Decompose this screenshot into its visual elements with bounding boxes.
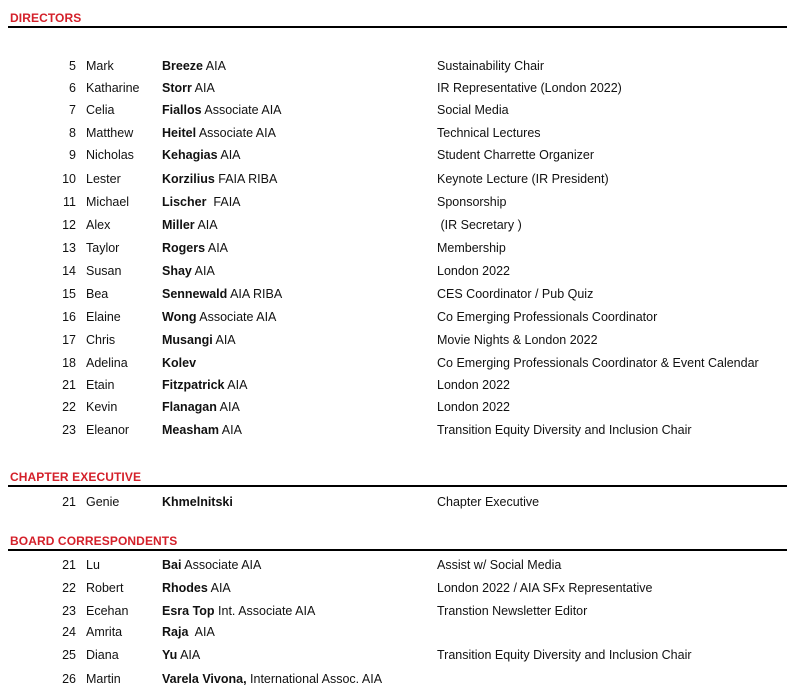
role: Chapter Executive [437, 495, 540, 509]
credentials: International Assoc. AIA [246, 672, 383, 686]
surname-and-credentials [162, 423, 242, 437]
row-number: 17 [62, 333, 76, 347]
table-row [0, 59, 787, 79]
first-name: Chris [86, 333, 116, 347]
table-row [0, 195, 787, 215]
row-number: 25 [62, 648, 76, 662]
surname: Measham [162, 423, 219, 437]
row-number: 7 [69, 103, 76, 117]
role: Co Emerging Professionals Coordinator & Event Calendar [437, 356, 759, 370]
row-number: 16 [62, 310, 76, 324]
role: Keynote Lecture (IR President) [437, 172, 609, 186]
row-number: 14 [62, 264, 76, 278]
surname-and-credentials [162, 495, 233, 509]
table-row [0, 625, 787, 645]
table-row [0, 423, 787, 443]
role: Co Emerging Professionals Coordinator [437, 310, 658, 324]
row-number: 11 [63, 195, 76, 209]
row-number: 21 [62, 495, 76, 509]
credentials: AIA [191, 264, 215, 278]
first-name: Amrita [86, 625, 123, 639]
surname: Musangi [162, 333, 213, 347]
first-name: Robert [86, 581, 124, 595]
surname-and-credentials [162, 103, 282, 117]
surname: Bai [162, 558, 182, 572]
credentials: AIA [205, 241, 229, 255]
row-number: 8 [69, 126, 76, 140]
credentials: FAIA [206, 195, 241, 209]
surname: Kolev [162, 356, 197, 370]
section-divider [8, 549, 787, 551]
surname-and-credentials [162, 59, 226, 73]
surname: Yu [162, 648, 178, 662]
first-name: Genie [86, 495, 120, 509]
table-row [0, 126, 787, 146]
table-row [0, 172, 787, 192]
row-number: 23 [62, 604, 76, 618]
first-name: Martin [86, 672, 121, 686]
surname: Sennewald [162, 287, 228, 301]
row-number: 10 [62, 172, 76, 186]
surname: Lischer [162, 195, 207, 209]
credentials: Associate AIA [196, 126, 276, 140]
surname-and-credentials [162, 581, 231, 595]
first-name: Lu [86, 558, 100, 572]
credentials: AIA RIBA [227, 287, 283, 301]
first-name: Eleanor [86, 423, 130, 437]
credentials: AIA [191, 81, 215, 95]
surname: Flanagan [162, 400, 217, 414]
role: Social Media [437, 103, 509, 117]
role: London 2022 [437, 264, 510, 278]
surname: Varela Vivona, [162, 672, 247, 686]
row-number: 23 [62, 423, 76, 437]
credentials: Associate AIA [201, 103, 282, 117]
surname-and-credentials [162, 218, 218, 232]
credentials: AIA [212, 333, 236, 347]
section-title-directors: DIRECTORS [10, 11, 82, 25]
table-row [0, 400, 787, 420]
first-name: Etain [86, 378, 115, 392]
row-number: 9 [69, 148, 76, 162]
surname: Storr [162, 81, 192, 95]
surname-and-credentials [162, 558, 261, 572]
row-number: 21 [62, 558, 76, 572]
role: Membership [437, 241, 506, 255]
role: Transition Equity Diversity and Inclusion Chair [437, 423, 692, 437]
table-row [0, 648, 787, 668]
first-name: Kevin [86, 400, 118, 414]
first-name: Michael [86, 195, 130, 209]
row-number: 24 [62, 625, 76, 639]
role: London 2022 [437, 378, 510, 392]
row-number: 21 [62, 378, 76, 392]
surname: Khmelnitski [162, 495, 233, 509]
role: Assist w/ Social Media [437, 558, 562, 572]
row-number: 5 [69, 59, 76, 73]
role: IR Representative (London 2022) [437, 81, 622, 95]
surname-and-credentials [162, 672, 382, 686]
section-title-chapter-executive: CHAPTER EXECUTIVE [10, 470, 142, 484]
surname: Esra Top [162, 604, 215, 618]
surname: Heitel [162, 126, 197, 140]
surname-and-credentials [162, 625, 215, 639]
first-name: Alex [86, 218, 111, 232]
section-title-board-correspondents: BOARD CORRESPONDENTS [10, 534, 178, 548]
surname: Kehagias [162, 148, 218, 162]
row-number: 13 [62, 241, 76, 255]
surname-and-credentials [162, 264, 215, 278]
table-row [0, 604, 787, 624]
surname-and-credentials [162, 333, 236, 347]
credentials: AIA [217, 148, 241, 162]
row-number: 22 [62, 581, 76, 595]
surname: Breeze [162, 59, 203, 73]
surname-and-credentials [162, 126, 276, 140]
role: London 2022 / AIA SFx Representative [437, 581, 653, 595]
table-row [0, 378, 787, 398]
first-name: Elaine [86, 310, 121, 324]
table-row [0, 241, 787, 261]
first-name: Ecehan [86, 604, 129, 618]
table-row [0, 264, 787, 284]
section-divider [8, 485, 787, 487]
first-name: Adelina [86, 356, 128, 370]
role: Transition Equity Diversity and Inclusion Chair [437, 648, 692, 662]
role: London 2022 [437, 400, 510, 414]
first-name: Celia [86, 103, 115, 117]
credentials: AIA [194, 218, 218, 232]
surname: Wong [162, 310, 197, 324]
surname-and-credentials [162, 400, 240, 414]
role: (IR Secretary ) [437, 218, 522, 232]
table-row [0, 81, 787, 101]
surname-and-credentials [162, 356, 196, 370]
table-row [0, 103, 787, 123]
surname-and-credentials [162, 241, 228, 255]
role: Technical Lectures [437, 126, 541, 140]
surname-and-credentials [162, 195, 241, 209]
table-row [0, 581, 787, 601]
first-name: Mark [86, 59, 114, 73]
first-name: Lester [86, 172, 121, 186]
surname: Fiallos [162, 103, 202, 117]
surname: Fitzpatrick [162, 378, 225, 392]
credentials: AIA [188, 625, 215, 639]
table-row [0, 287, 787, 307]
credentials: AIA [218, 423, 242, 437]
surname: Rogers [162, 241, 206, 255]
row-number: 6 [69, 81, 76, 95]
role: Transtion Newsletter Editor [437, 604, 588, 618]
credentials: AIA [203, 59, 226, 73]
surname-and-credentials [162, 148, 241, 162]
credentials: AIA [207, 581, 231, 595]
surname-and-credentials [162, 604, 315, 618]
surname: Miller [162, 218, 195, 232]
table-row [0, 148, 787, 168]
role: CES Coordinator / Pub Quiz [437, 287, 594, 301]
row-number: 15 [62, 287, 76, 301]
credentials: Associate AIA [181, 558, 262, 572]
surname: Rhodes [162, 581, 208, 595]
table-row [0, 558, 787, 578]
role: Student Charrette Organizer [437, 148, 595, 162]
role: Sponsorship [437, 195, 507, 209]
surname: Korzilius [162, 172, 215, 186]
section-divider [8, 26, 787, 28]
surname-and-credentials [162, 648, 200, 662]
credentials: Int. Associate AIA [214, 604, 316, 618]
surname-and-credentials [162, 81, 215, 95]
first-name: Taylor [86, 241, 120, 255]
credentials: AIA [224, 378, 248, 392]
surname-and-credentials [162, 172, 277, 186]
table-row [0, 310, 787, 330]
credentials: Associate AIA [196, 310, 277, 324]
credentials: AIA [216, 400, 240, 414]
first-name: Susan [86, 264, 122, 278]
table-row [0, 495, 787, 515]
row-number: 26 [62, 672, 76, 686]
surname-and-credentials [162, 378, 247, 392]
row-number: 18 [62, 356, 76, 370]
table-row [0, 333, 787, 353]
table-row [0, 218, 787, 238]
role: Sustainability Chair [437, 59, 544, 73]
credentials: FAIA RIBA [214, 172, 278, 186]
surname-and-credentials [162, 310, 276, 324]
surname: Shay [162, 264, 192, 278]
table-row [0, 672, 787, 692]
role: Movie Nights & London 2022 [437, 333, 598, 347]
credentials: AIA [177, 648, 201, 662]
row-number: 22 [62, 400, 76, 414]
first-name: Katharine [86, 81, 140, 95]
table-row [0, 356, 787, 376]
first-name: Matthew [86, 126, 134, 140]
first-name: Nicholas [86, 148, 134, 162]
surname: Raja [162, 625, 189, 639]
row-number: 12 [62, 218, 76, 232]
first-name: Bea [86, 287, 109, 301]
first-name: Diana [86, 648, 119, 662]
surname-and-credentials [162, 287, 282, 301]
